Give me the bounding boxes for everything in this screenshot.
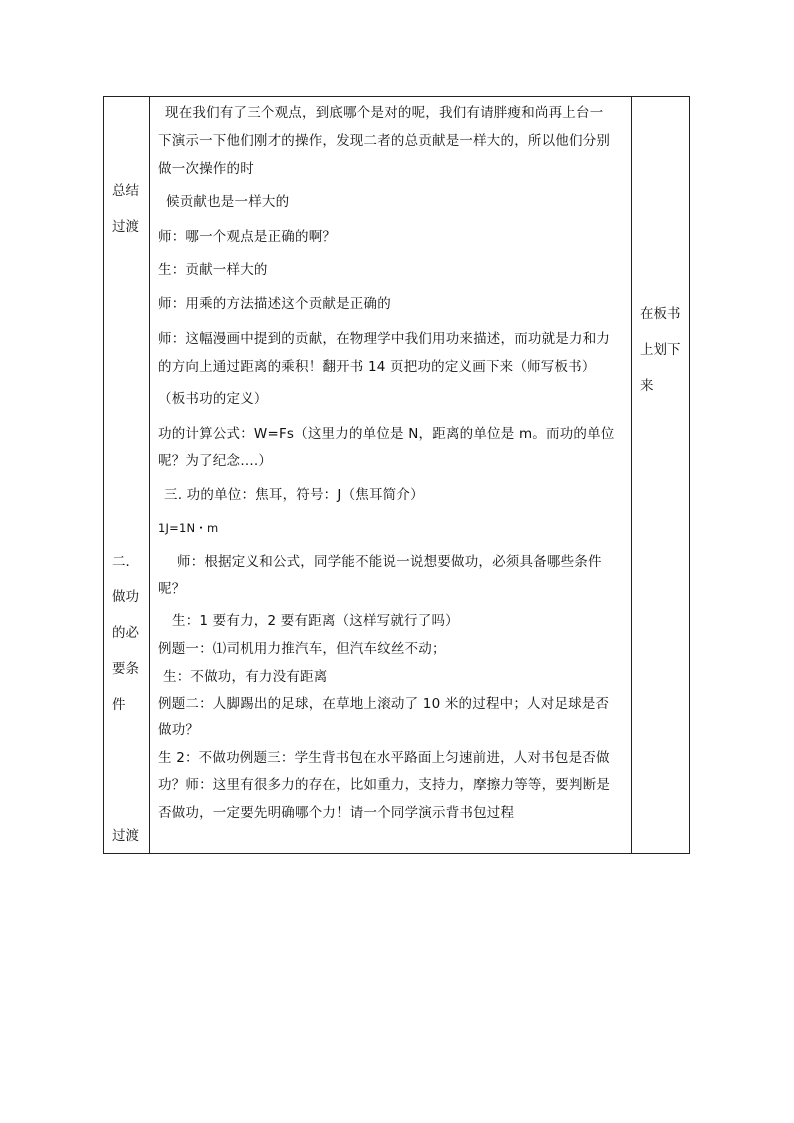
content-line: 生：贡献一样大的 <box>158 262 268 278</box>
content-line: 呢？ <box>158 581 186 597</box>
label-transition-end: 过渡 <box>112 828 139 844</box>
content-line: 的方向上通过距离的乘积！翻开书 14 页把功的定义画下来（师写板书） <box>158 359 596 375</box>
content-line: 生：1 要有力，2 要有距离（这样写就行了吗） <box>172 613 459 629</box>
content-line: 功的计算公式：W=Fs（这里力的单位是 N，距离的单位是 m。而功的单位 <box>158 426 615 442</box>
content-line: 三. 功的单位：焦耳，符号：J（焦耳简介） <box>164 487 424 503</box>
column-divider <box>149 97 150 853</box>
note-line: 上划下 <box>640 342 681 358</box>
content-line: 1J=1N・m <box>158 521 219 535</box>
content-line: 师：用乘的方法描述这个贡献是正确的 <box>158 296 391 312</box>
label-section-title: 做功 <box>112 589 139 605</box>
column-divider <box>631 97 632 853</box>
content-line: 候贡献也是一样大的 <box>166 194 290 210</box>
content-line: 例题二：人脚踢出的足球，在草地上滚动了 10 米的过程中；人对足球是否 <box>158 696 610 712</box>
note-line: 在板书 <box>640 306 681 322</box>
content-line: 师：根据定义和公式，同学能不能说一说想要做功，必须具备哪些条件 <box>177 554 602 570</box>
content-line: 做功？ <box>158 722 200 738</box>
content-line: 做一次操作的时 <box>158 161 254 177</box>
content-line: 否做功，一定要先明确哪个力！请一个同学演示背书包过程 <box>158 805 515 821</box>
lesson-table <box>103 96 690 854</box>
label-section-title: 的必 <box>112 625 139 641</box>
label-section-title: 要条 <box>112 661 139 677</box>
label-summary: 总结 <box>112 183 139 199</box>
content-line: 师：这幅漫画中提到的贡献，在物理学中我们用功来描述，而功就是力和力 <box>158 331 611 347</box>
label-transition: 过渡 <box>112 219 139 235</box>
content-line: 下演示一下他们刚才的操作，发现二者的总贡献是一样大的，所以他们分别 <box>158 133 611 149</box>
content-line: 生：不做功，有力没有距离 <box>163 669 328 685</box>
label-section-number: 二． <box>112 554 139 570</box>
content-line: 师：哪一个观点是正确的啊？ <box>158 229 337 245</box>
content-line: 现在我们有了三个观点，到底哪个是对的呢，我们有请胖瘦和尚再上台一 <box>165 105 604 121</box>
label-section-title: 件 <box>112 697 126 713</box>
content-line: 例题一：⑴司机用力推汽车，但汽车纹丝不动； <box>158 641 446 657</box>
note-line: 来 <box>640 378 654 394</box>
content-line: 呢？为了纪念….） <box>158 453 273 469</box>
content-line: （板书功的定义） <box>158 391 268 407</box>
content-line: 生 2：不做功例题三：学生背书包在水平路面上匀速前进，人对书包是否做 <box>158 750 610 766</box>
content-line: 功？师：这里有很多力的存在，比如重力，支持力，摩擦力等等，要判断是 <box>158 777 611 793</box>
